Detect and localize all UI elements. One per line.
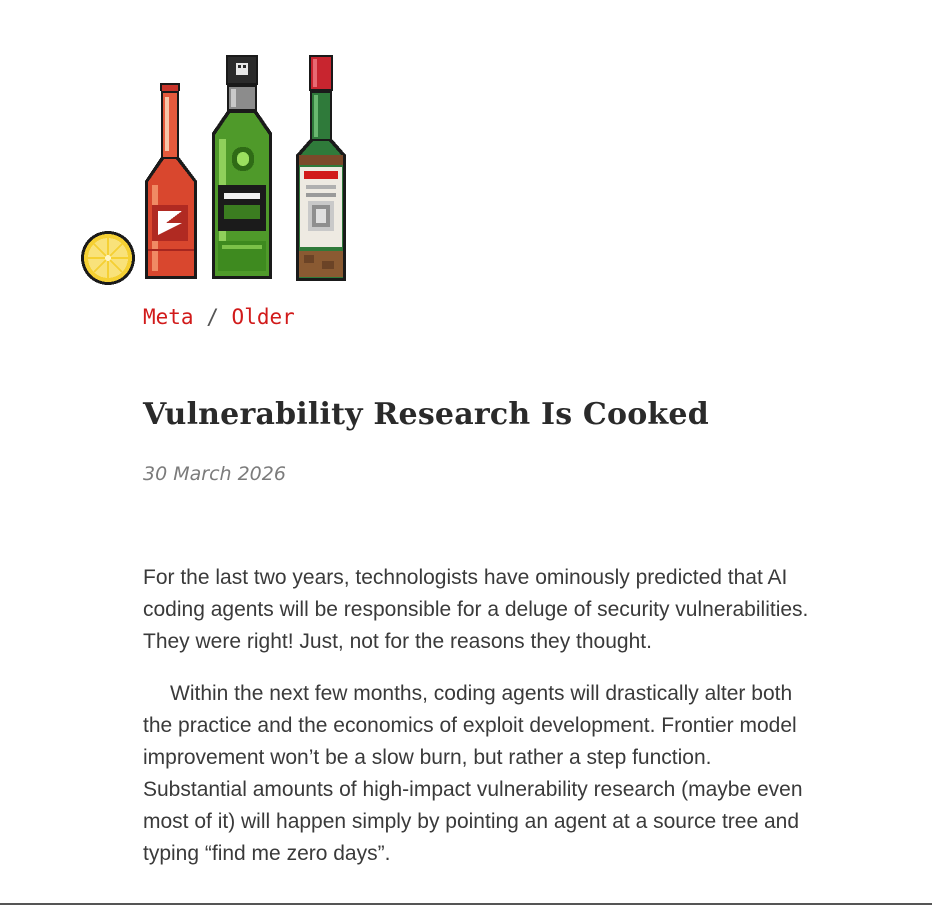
orange-bottle-icon: [145, 83, 197, 279]
post-date: 30 March 2026: [143, 463, 286, 485]
red-cap-bottle-icon: [296, 55, 346, 281]
post-body: [143, 562, 818, 890]
paragraph-2: Within the next few months, coding agents will drastically alter both the practice and the economics of exploit development. Frontier model improvement won’t be a slow burn, but rather a step function. Substantial amounts of high-impact vulnerability research (maybe even most of it) will happen simply by pointing an agent at a source tree and typing “find me zero days”.: [143, 682, 803, 865]
breadcrumb: [143, 303, 295, 331]
paragraph-1: For the last two years, technologists have ominously predicted that AI coding agents will be responsible for a deluge of security vulnerabilities. They were right! Just, not for the reasons they thought.: [143, 566, 809, 653]
breadcrumb-separator: /: [206, 305, 219, 329]
bottom-divider: [0, 903, 932, 905]
older-link[interactable]: Older: [231, 305, 295, 329]
lemon-slice-icon: [81, 231, 135, 285]
green-bottle-icon: [212, 55, 272, 279]
bottles-and-lemon-icon: [78, 55, 348, 287]
meta-link[interactable]: Meta: [143, 305, 194, 329]
post-title: Vulnerability Research Is Cooked: [143, 397, 709, 432]
